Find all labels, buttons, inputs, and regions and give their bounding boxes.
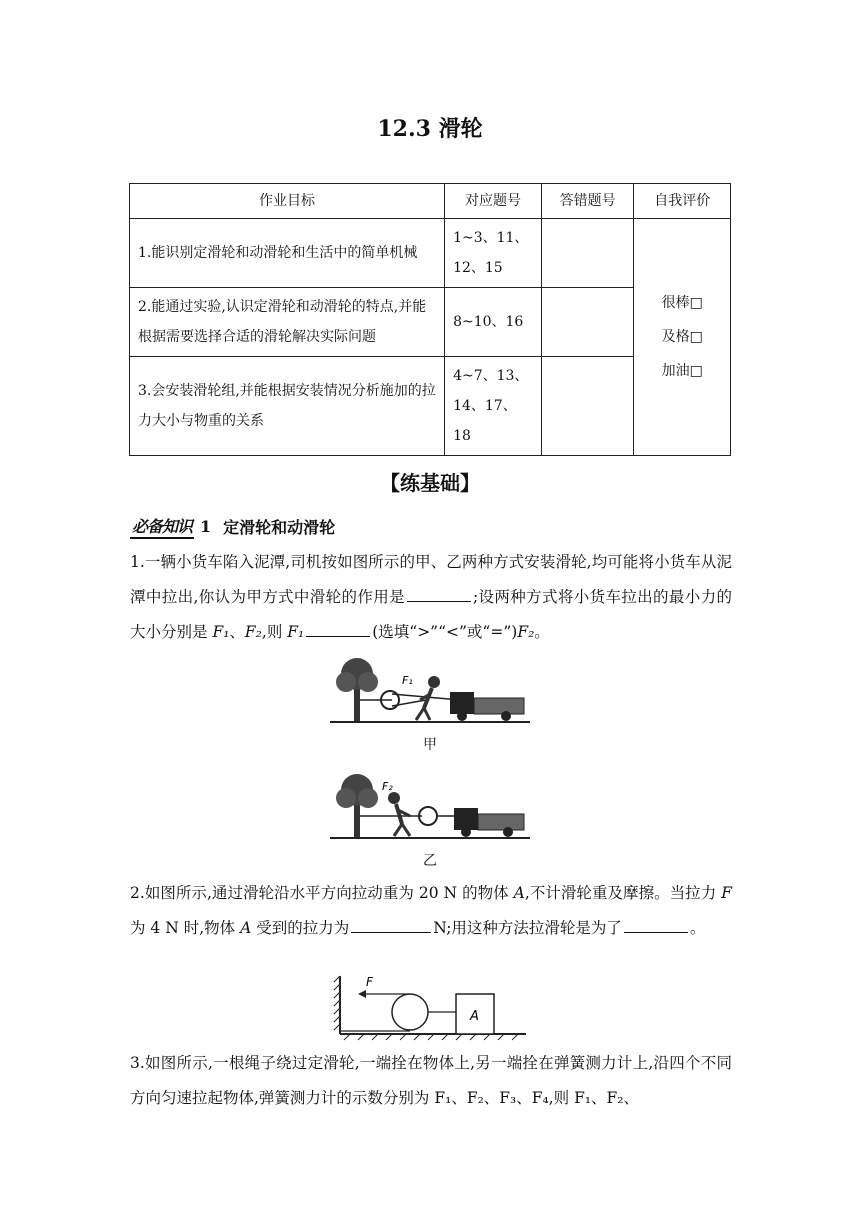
table-header-row <box>130 184 731 219</box>
knowledge-number: 1 <box>200 517 212 536</box>
goals-table <box>129 183 731 456</box>
eval-option-pass[interactable]: 及格□ <box>661 329 703 345</box>
q1-then: ,则 <box>261 623 288 641</box>
q1-end: 。 <box>534 623 550 641</box>
force-label-f: F <box>366 975 373 989</box>
q2-end: 。 <box>689 919 706 937</box>
q1-f1: F₁ <box>212 623 230 641</box>
person-icon <box>388 792 410 836</box>
eval-option-great[interactable]: 很棒□ <box>661 295 703 311</box>
q1-blank-1[interactable] <box>407 585 471 602</box>
q2-text-1d: 受到的拉力为 <box>251 919 350 937</box>
force-label-f1: F₁ <box>402 674 413 687</box>
q2-blank-2[interactable] <box>624 916 688 933</box>
questions-cell: 4~7、13、14、17、18 <box>445 357 542 456</box>
goal-cell: 1.能识别定滑轮和动滑轮和生活中的简单机械 <box>130 219 445 288</box>
wrong-cell[interactable] <box>541 219 634 288</box>
object-a-label: A <box>470 1009 479 1024</box>
q1-sep: 、 <box>229 623 245 641</box>
table-row <box>130 219 731 288</box>
q2-object-a: A <box>513 884 525 902</box>
q2-text-1c: 为 4 N 时,物体 <box>130 919 241 937</box>
q1-f1-b: F₁ <box>287 623 305 641</box>
truck-icon <box>454 808 524 837</box>
force-label-f2: F₂ <box>382 780 393 793</box>
header-goal: 作业目标 <box>130 184 445 219</box>
questions-cell: 8~10、16 <box>445 288 542 357</box>
q1-blank-2[interactable] <box>306 620 370 637</box>
knowledge-point-heading <box>130 514 335 539</box>
arrow-left-icon <box>358 990 366 998</box>
tree-icon <box>336 658 378 722</box>
page-title: 12.3 滑轮 <box>377 116 483 142</box>
q2-force-f: F <box>721 884 732 902</box>
header-wrong: 答错题号 <box>541 184 634 219</box>
knowledge-text: 定滑轮和动滑轮 <box>223 518 336 537</box>
q2-blank-1[interactable] <box>351 916 431 933</box>
header-self-eval: 自我评价 <box>634 184 731 219</box>
questions-cell: 1~3、11、12、15 <box>445 219 542 288</box>
question-3: 3.如图所示,一根绳子绕过定滑轮,一端拴在物体上,另一端拴在弹簧测力计上,沿四个不同方向匀速拉起物体,弹簧测力计的示数分别为 F₁、F₂、F₃、F₄,则 F₁、F₂、 <box>130 1054 732 1107</box>
self-eval-cell <box>634 219 731 456</box>
figure-a-caption: 甲 <box>423 737 437 753</box>
goal-cell: 2.能通过实验,认识定滑轮和动滑轮的特点,并能根据需要选择合适的滑轮解决实际问题 <box>130 288 445 357</box>
tree-icon <box>336 774 378 838</box>
question-1 <box>130 545 732 650</box>
q2-text-1b: ,不计滑轮重及摩擦。当拉力 <box>524 884 722 902</box>
q1-text-1: 1.一辆小货车陷入泥潭,司机按如图所示的甲、乙两种方式安装滑轮,均可能将小货车从泥潭中拉出,你认为甲方式中滑轮的作用是 <box>130 553 732 606</box>
section-title: 【练基础】 <box>380 471 480 495</box>
q1-text-3: (选填“>”“<”或“=”) <box>372 623 518 641</box>
figure-q2 <box>330 972 530 1042</box>
pulley-icon <box>392 994 428 1030</box>
q2-object-a-b: A <box>240 919 252 937</box>
q1-f2: F₂ <box>244 623 262 641</box>
q2-text-2: N;用这种方法拉滑轮是为了 <box>433 919 622 937</box>
wrong-cell[interactable] <box>541 357 634 456</box>
q1-text-2: ;设两种方式将小货车拉出的最小力的大小分别是 <box>130 588 732 641</box>
header-questions: 对应题号 <box>445 184 542 219</box>
figure-a <box>330 652 530 724</box>
wrong-cell[interactable] <box>541 288 634 357</box>
figure-b <box>330 768 530 840</box>
question-2 <box>130 876 732 946</box>
truck-icon <box>450 692 524 721</box>
q2-text-1: 2.如图所示,通过滑轮沿水平方向拉动重为 20 N 的物体 <box>130 884 514 902</box>
goal-cell: 3.会安装滑轮组,并能根据安装情况分析施加的拉力大小与物重的关系 <box>130 357 445 456</box>
q1-f2-b: F₂ <box>517 623 535 641</box>
knowledge-tag: 必备知识 <box>130 514 194 539</box>
eval-option-try[interactable]: 加油□ <box>661 363 703 379</box>
figure-b-caption: 乙 <box>423 853 437 869</box>
